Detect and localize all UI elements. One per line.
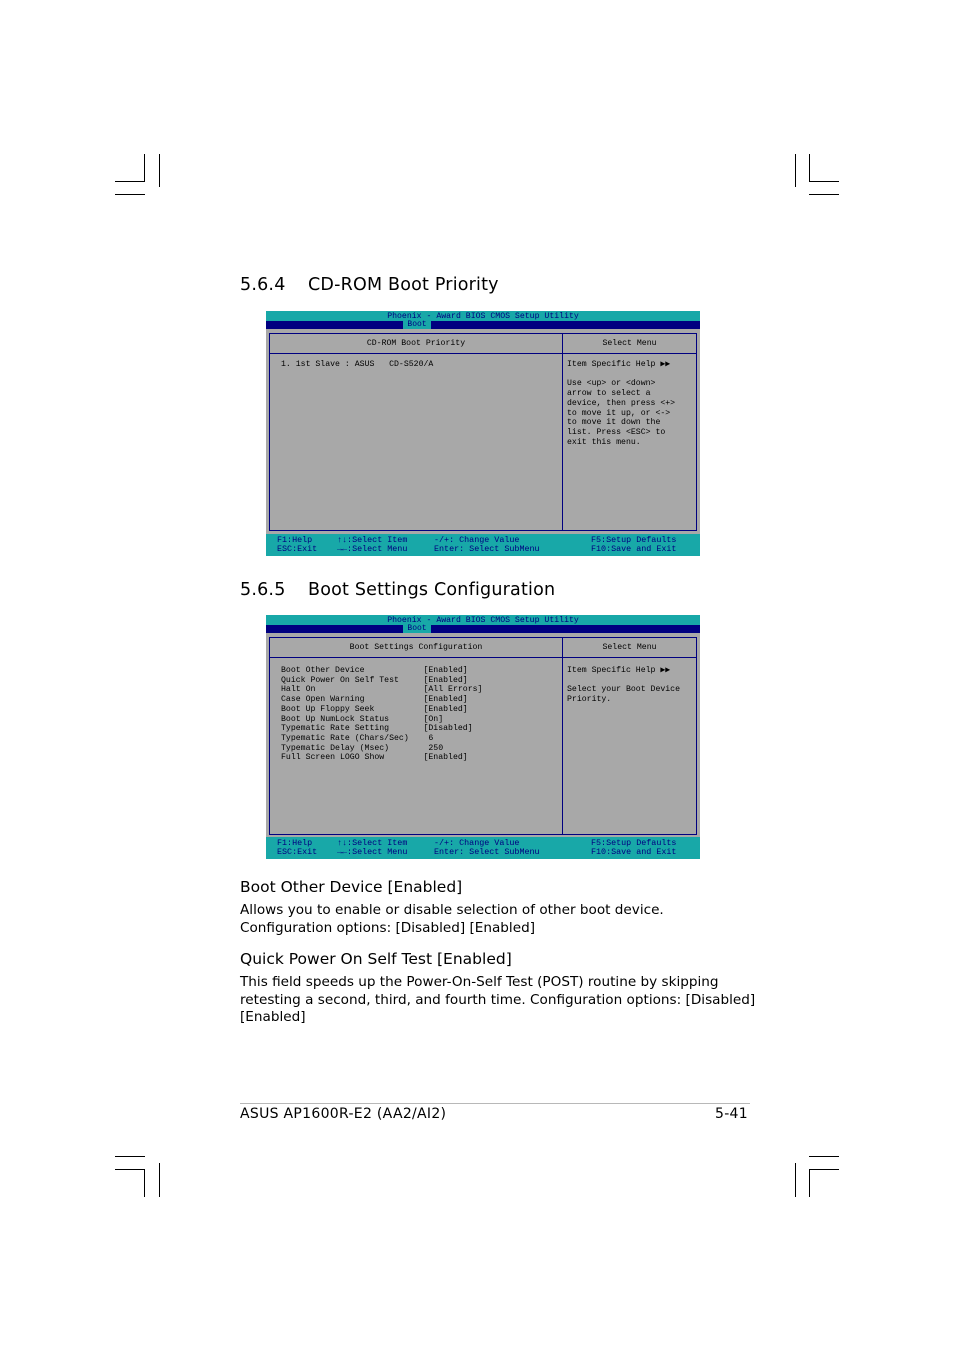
- key-setup-defaults: F5:Setup Defaults: [591, 535, 677, 545]
- body-line: [Enabled]: [240, 1009, 306, 1025]
- key-select-menu: →←:Select Menu: [337, 544, 408, 554]
- product-name: ASUS AP1600R-E2 (AA2/AI2): [240, 1106, 447, 1122]
- divider: [562, 334, 563, 530]
- crop-mark: [809, 1169, 810, 1197]
- help-line: device, then press <+>: [567, 398, 676, 408]
- tab-boot[interactable]: Boot: [403, 625, 431, 633]
- bios-panel: [269, 637, 697, 835]
- crop-mark: [159, 154, 160, 187]
- boot-device-item[interactable]: 1. 1st Slave : ASUS CD-S520/A: [281, 360, 434, 369]
- body-line: retesting a second, third, and fourth time. Configuration options: [Disabled]: [240, 991, 756, 1008]
- setting-typematic-rate[interactable]: Typematic Rate (Chars/Sec) 6: [281, 733, 434, 743]
- bios-key-legend: [266, 837, 700, 859]
- setting-boot-other-device[interactable]: Boot Other Device [Enabled]: [281, 666, 468, 675]
- setting-typematic-rate-setting[interactable]: Typematic Rate Setting [Disabled]: [281, 724, 473, 734]
- key-select-menu: →←:Select Menu: [337, 847, 408, 857]
- bios-panel: [269, 333, 697, 531]
- setting-full-screen-logo-show[interactable]: Full Screen LOGO Show [Enabled]: [281, 753, 468, 763]
- help-text: [567, 360, 695, 447]
- help-panel-heading: Select Menu: [602, 643, 657, 652]
- help-line: Use <up> or <down>: [567, 379, 656, 389]
- section-title-text: Boot Settings Configuration: [308, 580, 556, 600]
- help-title: Item Specific Help ▶▶: [567, 666, 671, 675]
- help-line: arrow to select a: [567, 389, 651, 399]
- crop-mark: [115, 1169, 145, 1170]
- help-line: Select your Boot Device: [567, 685, 681, 695]
- key-change-value: -/+: Change Value: [434, 535, 520, 545]
- subsection-body: [240, 902, 740, 937]
- subsection-heading: Quick Power On Self Test [Enabled]: [240, 950, 512, 968]
- crop-mark: [809, 181, 839, 182]
- bios-menu-bar: [266, 625, 700, 633]
- key-change-value: -/+: Change Value: [434, 838, 520, 848]
- crop-mark: [795, 1163, 796, 1197]
- key-exit: ESC:Exit: [277, 544, 318, 554]
- help-line: list. Press <ESC> to: [567, 427, 666, 437]
- help-text: [567, 666, 695, 705]
- bios-key-legend: [266, 534, 700, 556]
- body-line: This field speeds up the Power-On-Self Test (POST) routine by skipping: [240, 974, 719, 990]
- bios-title-bar: Phoenix - Award BIOS CMOS Setup Utility: [266, 311, 700, 321]
- subsection-heading: Boot Other Device [Enabled]: [240, 878, 463, 896]
- crop-mark: [144, 1169, 145, 1197]
- crop-mark: [809, 1169, 839, 1170]
- crop-mark: [809, 154, 810, 181]
- body-line: Allows you to enable or disable selection of other boot device.: [240, 902, 664, 918]
- panel-heading: Boot Settings Configuration: [349, 643, 483, 652]
- help-panel-heading: Select Menu: [602, 339, 657, 348]
- crop-mark: [809, 194, 839, 195]
- divider: [270, 353, 696, 354]
- section-number: 5.6.5: [240, 580, 286, 600]
- help-line: Priority.: [567, 695, 612, 705]
- divider: [562, 638, 563, 834]
- help-line: to move it down the: [567, 418, 661, 428]
- section-number: 5.6.4: [240, 275, 286, 295]
- panel-heading: CD-ROM Boot Priority: [366, 339, 466, 348]
- help-line: to move it up, or <->: [567, 408, 671, 418]
- page-number: 5-41: [715, 1106, 748, 1122]
- section-heading: [240, 580, 555, 600]
- body-line: Configuration options: [Disabled] [Enabled]: [240, 919, 536, 936]
- section-heading: [240, 275, 499, 295]
- section-title-text: CD-ROM Boot Priority: [308, 275, 499, 295]
- setting-list: [281, 666, 482, 763]
- key-exit: ESC:Exit: [277, 847, 318, 857]
- footer-divider: [240, 1103, 750, 1104]
- setting-quick-power-on-self-test[interactable]: Quick Power On Self Test [Enabled]: [281, 675, 468, 685]
- bios-menu-bar: [266, 321, 700, 329]
- crop-mark: [809, 1156, 839, 1157]
- setting-boot-up-numlock-status[interactable]: Boot Up NumLock Status [On]: [281, 714, 444, 724]
- bios-screen-boot-settings: [266, 615, 700, 859]
- setting-typematic-delay[interactable]: Typematic Delay (Msec) 250: [281, 743, 444, 753]
- crop-mark: [795, 154, 796, 187]
- setting-halt-on[interactable]: Halt On [All Errors]: [281, 685, 483, 695]
- subsection-body: [240, 974, 760, 1027]
- key-enter-submenu: Enter: Select SubMenu: [434, 847, 540, 857]
- bios-title-bar: Phoenix - Award BIOS CMOS Setup Utility: [266, 615, 700, 625]
- crop-mark: [115, 181, 145, 182]
- key-save-exit: F10:Save and Exit: [591, 544, 677, 554]
- key-setup-defaults: F5:Setup Defaults: [591, 838, 677, 848]
- setting-case-open-warning[interactable]: Case Open Warning [Enabled]: [281, 695, 468, 705]
- key-help: F1:Help: [277, 535, 313, 545]
- help-line: exit this menu.: [567, 437, 641, 447]
- crop-mark: [159, 1163, 160, 1197]
- key-help: F1:Help: [277, 838, 313, 848]
- crop-mark: [115, 194, 145, 195]
- key-save-exit: F10:Save and Exit: [591, 847, 677, 857]
- crop-mark: [115, 1156, 145, 1157]
- crop-mark: [144, 154, 145, 181]
- setting-list: [281, 360, 433, 370]
- bios-screen-cdrom-boot-priority: [266, 311, 700, 556]
- setting-boot-up-floppy-seek[interactable]: Boot Up Floppy Seek [Enabled]: [281, 704, 468, 714]
- help-title: Item Specific Help ▶▶: [567, 360, 671, 369]
- key-select-item: ↑↓:Select Item: [337, 535, 408, 545]
- divider: [270, 657, 696, 658]
- tab-boot[interactable]: Boot: [403, 321, 431, 329]
- key-select-item: ↑↓:Select Item: [337, 838, 408, 848]
- key-enter-submenu: Enter: Select SubMenu: [434, 544, 540, 554]
